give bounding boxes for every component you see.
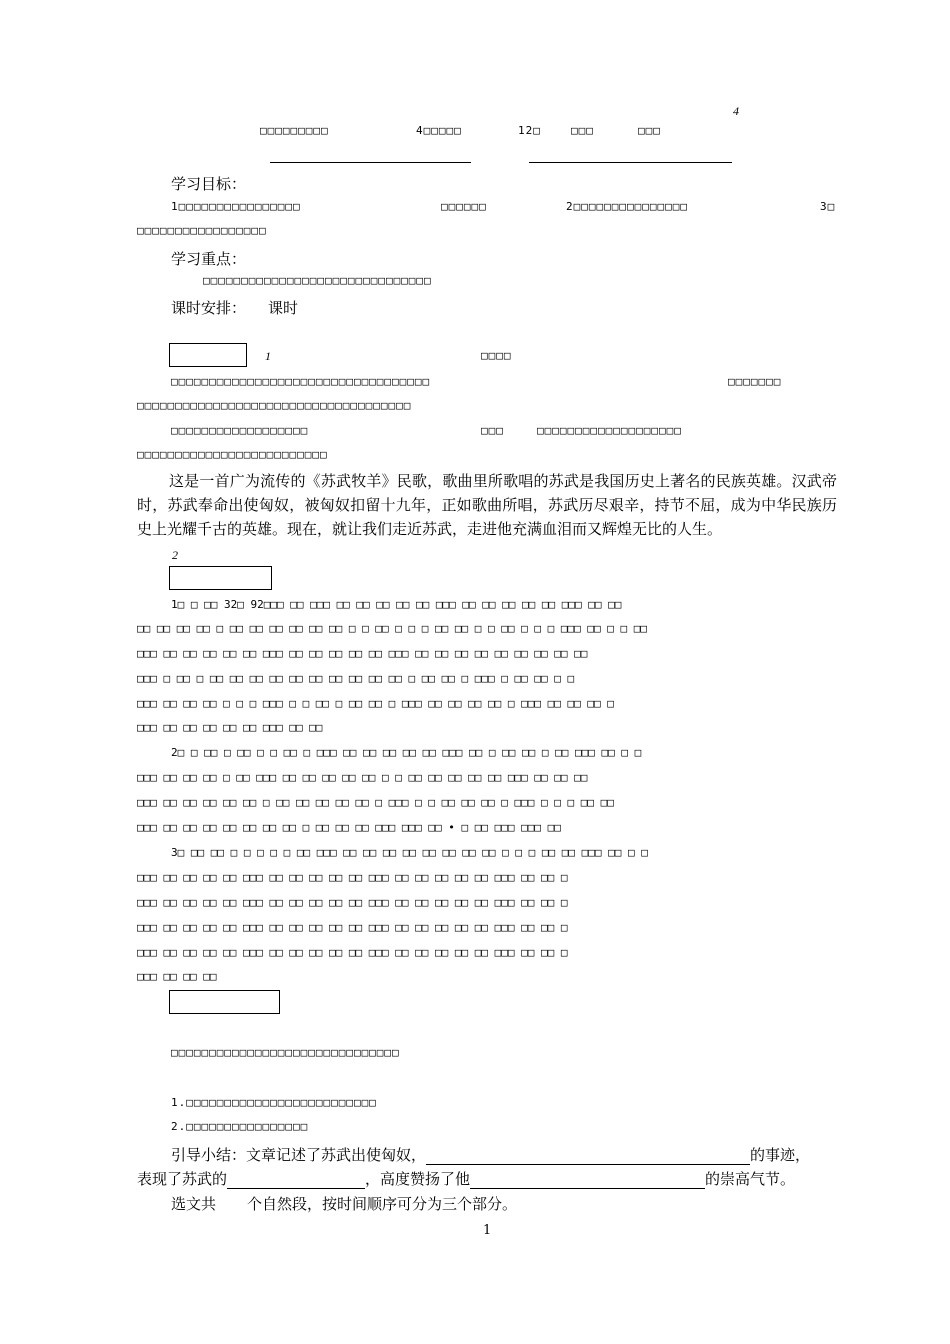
section-2-number: 2 bbox=[172, 548, 178, 562]
title-right: □□□ bbox=[638, 124, 661, 137]
section-2-row: □□□ □□ □□ □□ bbox=[137, 970, 217, 983]
section-2-row: □□□ □ □□ □ □□ □□ □□ □□ □□ □□ □□ □□ □□ □□ □ □□ □□ □ □□□ □ □□ □□ □ □ bbox=[137, 672, 575, 685]
section-2-label-box bbox=[169, 566, 272, 590]
section-3-label-box bbox=[169, 990, 280, 1014]
section-2-row: □□□ □□ □□ □□ □□ □□□ □□ □□ □□ □□ □□ □□□ □□ □□ □□ □□ □□ □□□ □□ □□ □ bbox=[137, 896, 568, 909]
paragraph-text-b: 个自然段，按时间顺序可分为三个部分。 bbox=[247, 1195, 518, 1213]
name-underline bbox=[270, 162, 471, 163]
title-mid-3: □□□ bbox=[571, 124, 594, 137]
section-1-line-3b: □□□ bbox=[481, 424, 504, 437]
section-1-line-1b: □□□□□□□ bbox=[728, 375, 782, 388]
schedule-value: 课时 bbox=[268, 299, 299, 317]
section-2-row: □□□ □□ □□ □□ □ □ □ □□□ □ □ □□ □ □□ □□ □ □□□ □□ □□ □□ □□ □ □□□ □□ □□ □□ □ bbox=[137, 697, 614, 710]
title-mid-1: 4□□□□□ bbox=[416, 124, 462, 137]
section-1-title: □□□□ bbox=[481, 349, 512, 362]
question-1: 1.□□□□□□□□□□□□□□□□□□□□□□□□□ bbox=[171, 1096, 377, 1109]
section-2-row: □□□ □□ □□ □□ □□ □□ □□□ □□ □□ □□ □□ □□ □□□ □□ □□ □□ □□ □□ □□ □□ □□ □□ bbox=[137, 647, 588, 660]
goals-heading: 学习目标： bbox=[171, 175, 247, 193]
title-mid-2: 12□ bbox=[518, 124, 541, 137]
deeds-blank[interactable] bbox=[426, 1149, 750, 1165]
summary-text-b: 的事迹， bbox=[750, 1146, 811, 1164]
section-2-row: □□□ □□ □□ □□ □□ □□ □□□ □□ □□ bbox=[137, 721, 323, 734]
section-1-line-2: □□□□□□□□□□□□□□□□□□□□□□□□□□□□□□□□□□□□ bbox=[137, 399, 412, 412]
section-1-intro: 这是一首广为流传的《苏武牧羊》民歌，歌曲里所歌唱的苏武是我国历史上著名的民族英雄。汉武帝时，苏武奉命出使匈奴，被匈奴扣留十九年，正如歌曲所唱，苏武历尽艰辛，持节不屈，成为中华民族历史上光耀千古的英雄。现在，就让我们走近苏武，走进他充满血泪而又辉煌无比的人生。 bbox=[137, 472, 837, 538]
section-2-row: □□□ □□ □□ □□ □ □□ □□□ □□ □□ □□ □□ □□ □ □ □□ □□ □□ □□ □□ □□□ □□ □□ □□ bbox=[137, 771, 588, 784]
section-1-line-1: □□□□□□□□□□□□□□□□□□□□□□□□□□□□□□□□□□ bbox=[171, 375, 431, 388]
section-2-row: □□□ □□ □□ □□ □□ □□ □ □□ □□ □□ □□ □□ □ □□□ □ □ □□ □□ □□ □ □□□ □ □ □ □□ □□ bbox=[137, 796, 614, 809]
summary-text-d: ，高度赞扬了他 bbox=[365, 1170, 471, 1188]
section-3-intro: □□□□□□□□□□□□□□□□□□□□□□□□□□□□□□ bbox=[171, 1046, 400, 1059]
section-2-row: □□□ □□ □□ □□ □□ □□□ □□ □□ □□ □□ □□ □□□ □□ □□ □□ □□ □□ □□□ □□ □□ □ bbox=[137, 946, 568, 959]
question-2: 2.□□□□□□□□□□□□□□□□ bbox=[171, 1120, 309, 1133]
class-underline bbox=[529, 162, 732, 163]
spirit-blank[interactable] bbox=[470, 1173, 705, 1189]
corner-mark: 4 bbox=[733, 104, 739, 118]
focus-heading: 学习重点： bbox=[171, 250, 247, 268]
section-2-row: □□□ □□ □□ □□ □□ □□□ □□ □□ □□ □□ □□ □□□ □□ □□ □□ □□ □□ □□□ □□ □□ □ bbox=[137, 871, 568, 884]
section-2-row: 3□ □□ □□ □ □ □ □ □ □□ □□□ □□ □□ □□ □□ □□ □□ □□ □□ □ □ □ □□ □□ □□□ □□ □ □ bbox=[171, 846, 648, 859]
section-2-row: 1□ □ □□ 32□ 92□□□ □□ □□□ □□ □□ □□ □□ □□ □□□ □□ □□ □□ □□ □□ □□□ □□ □□ bbox=[171, 598, 622, 611]
summary-text-e: 的崇高气节。 bbox=[705, 1170, 796, 1188]
section-2-row: □□□ □□ □□ □□ □□ □□ □□ □□ □ □□ □□ □□ □□□ □□□ □□ • □ □□ □□□ □□□ □□ bbox=[137, 821, 561, 834]
summary-text-a: 引导小结：文章记述了苏武出使匈奴， bbox=[171, 1146, 427, 1164]
section-2-row: □□ □□ □□ □□ □ □□ □□ □□ □□ □□ □□ □ □ □□ □ □ □ □□ □□ □ □ □□ □ □ □ □□□ □□ □ □ □□ bbox=[137, 622, 647, 635]
goal-1: 1□□□□□□□□□□□□□□□□ bbox=[171, 200, 301, 213]
paragraph-count-line bbox=[171, 1193, 517, 1214]
section-1-line-3c: □□□□□□□□□□□□□□□□□□□ bbox=[537, 424, 682, 437]
summary-text-c: 表现了苏武的 bbox=[137, 1170, 228, 1188]
summary-line-2 bbox=[137, 1168, 795, 1189]
title-left: □□□□□□□□□ bbox=[260, 124, 329, 137]
page-number: 1 bbox=[483, 1223, 492, 1238]
paragraph-text-a: 选文共 bbox=[171, 1195, 217, 1213]
summary-line-1 bbox=[171, 1144, 810, 1165]
character-blank[interactable] bbox=[227, 1173, 365, 1189]
section-2-row: □□□ □□ □□ □□ □□ □□□ □□ □□ □□ □□ □□ □□□ □□ □□ □□ □□ □□ □□□ □□ □□ □ bbox=[137, 921, 568, 934]
section-1-line-3: □□□□□□□□□□□□□□□□□□ bbox=[171, 424, 309, 437]
goal-1b: □□□□□□ bbox=[441, 200, 487, 213]
focus-text: □□□□□□□□□□□□□□□□□□□□□□□□□□□□□□ bbox=[203, 274, 432, 287]
goal-3-continued: □□□□□□□□□□□□□□□□□ bbox=[137, 224, 267, 237]
section-2-row: 2□ □ □□ □ □□ □ □ □□ □ □□□ □□ □□ □□ □□ □□ □□□ □□ □ □□ □□ □ □□ □□□ □□ □ □ bbox=[171, 746, 642, 759]
goal-2: 2□□□□□□□□□□□□□□□ bbox=[566, 200, 688, 213]
section-1-line-4: □□□□□□□□□□□□□□□□□□□□□□□□□ bbox=[137, 448, 328, 461]
section-1-label-box bbox=[169, 343, 247, 367]
schedule-label: 课时安排： bbox=[171, 299, 247, 317]
section-1-number: 1 bbox=[265, 349, 271, 363]
goal-3-prefix: 3□ bbox=[820, 200, 836, 213]
